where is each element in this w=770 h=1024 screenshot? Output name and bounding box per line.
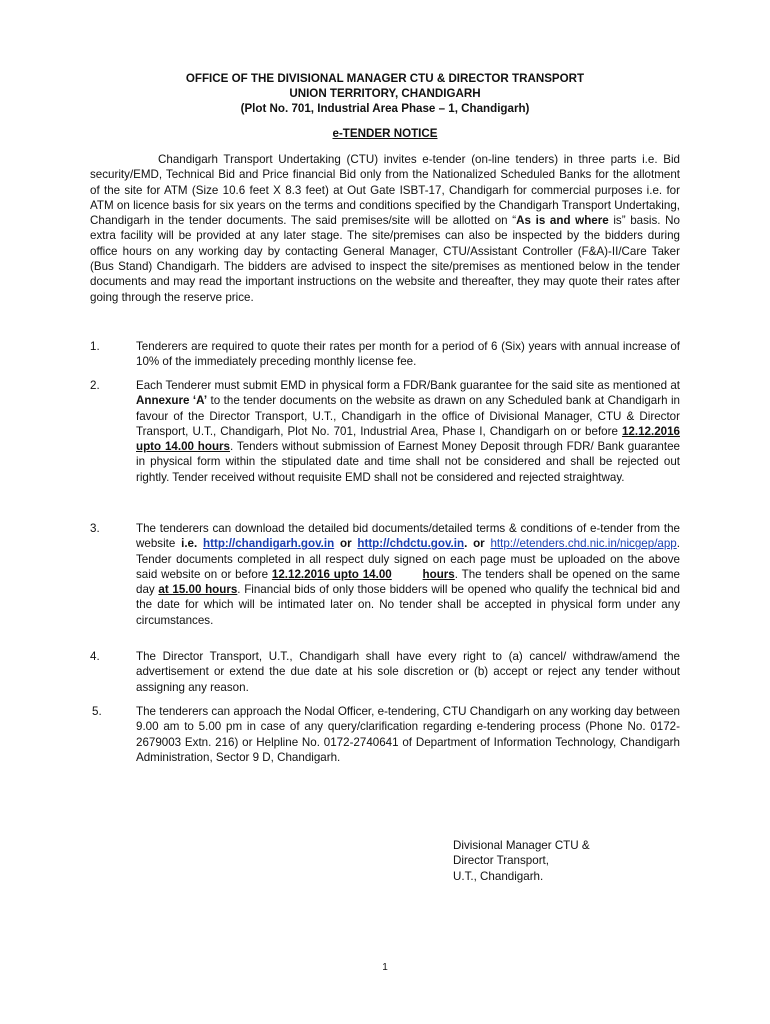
clause-number: 4. bbox=[90, 650, 100, 663]
page-number: 1 bbox=[382, 962, 388, 973]
intro-paragraph bbox=[90, 152, 680, 305]
emd-deadline: 12.12.2016 upto 14.00 hours bbox=[136, 424, 680, 454]
office-heading: OFFICE OF THE DIVISIONAL MANAGER CTU & DIRECTOR TRANSPORT bbox=[185, 72, 585, 85]
opening-time: at 15.00 hours bbox=[158, 583, 238, 597]
intro-text-1: Chandigarh Transport Undertaking (CTU) invites e-tender (on-line tenders) in three parts i.e. Bid security/EMD, Technical Bid and Price financial Bid only from the Nationalized Scheduled Banks for the allotment of the site for ATM (Size 10.6 feet X 8.3 feet) at Out Gate ISBT-17, Chandigarh for commercial purposes i.e. for ATM on licence basis for six years on the terms and conditions specified by the Chandigarh Transport Undertaking, Chandigarh in the tender documents. The said premises/site will be allotted on “ bbox=[90, 153, 680, 228]
clause-text bbox=[136, 378, 680, 485]
clause-text: The Director Transport, U.T., Chandigarh shall have every right to (a) cancel/ withdraw/amend the advertisement or extend the due date at his sole discretion or (b) accept or reject any tender without assigning any reason. bbox=[136, 650, 680, 694]
clause-number: 2. bbox=[90, 379, 100, 392]
etenders-link[interactable]: http://etenders.chd.nic.in/nicgep/app bbox=[490, 537, 677, 551]
clause-text-part: Each Tenderer must submit EMD in physical form a FDR/Bank guarantee for the said site as mentioned at bbox=[136, 379, 680, 392]
chdctu-gov-link[interactable]: http://chdctu.gov.in bbox=[357, 537, 465, 551]
clause-number: 1. bbox=[90, 340, 100, 353]
clause-text bbox=[136, 521, 680, 628]
clause-text: Tenderers are required to quote their rates per month for a period of 6 (Six) years with annual increase of 10% of the immediately preceding monthly license fee. bbox=[136, 340, 680, 369]
clause-text-part: The tenderers can download the detailed bid documents/detailed terms & conditions of e-tender from the website bbox=[136, 522, 680, 551]
clause-text-part: . Tender documents completed in all respect duly signed on each page must be uploaded on the above said website on or before bbox=[136, 537, 680, 581]
intro-bold-text: As is and where bbox=[516, 214, 609, 228]
or-label: or bbox=[339, 537, 352, 551]
intro-text-2: is” basis. No extra facility will be provided at any later stage. The site/premises can also be inspected by the bidders during office hours on any working day by contacting General Manager, CTU/Assistant Controller (F&A)-II/Care Taker (Bus Stand) Chandigarh. The bidders are advised to inspect the site/premises as mentioned below in the tender documents and may read the important instructions on the website and thereafter, they may quote their rates after going through the reserve price. bbox=[90, 214, 680, 304]
territory-heading: UNION TERRITORY, CHANDIGARH bbox=[289, 87, 481, 100]
chandigarh-gov-link[interactable]: http://chandigarh.gov.in bbox=[203, 537, 335, 551]
clause-number: 3. bbox=[90, 522, 100, 535]
ie-label: i.e. bbox=[181, 537, 198, 551]
period: . bbox=[464, 537, 468, 551]
gap bbox=[392, 568, 423, 581]
signature-line-3: U.T., Chandigarh. bbox=[453, 869, 544, 883]
clause-number: 5. bbox=[92, 705, 102, 718]
clause-2 bbox=[90, 378, 680, 485]
clause-3 bbox=[90, 521, 680, 628]
address-heading: (Plot No. 701, Industrial Area Phase – 1, Chandigarh) bbox=[240, 102, 530, 115]
clause-5 bbox=[90, 704, 680, 765]
annexure-reference: Annexure ‘A’ bbox=[136, 394, 208, 408]
hours-label: hours bbox=[422, 567, 455, 581]
signature-line-1: Divisional Manager CTU & bbox=[453, 839, 590, 852]
clause-1 bbox=[90, 339, 680, 370]
clause-text-part: . Financial bids of only those bidders will be opened who qualify the technical bid and the date for which will be intimated later on. No tender shall be accepted in physical form under any circumstances. bbox=[136, 583, 680, 627]
clause-text: The tenderers can approach the Nodal Officer, e-tendering, CTU Chandigarh on any working day between 9.00 am to 5.00 pm in case of any query/clarification regarding e-tendering process (Phone No. 0172-2679003 Extn. 216) or Helpline No. 0172-2740641 of Department of Information Technology, Chandigarh Administration, Sector 9 D, Chandigarh. bbox=[136, 705, 680, 764]
clause-text-part: . Tenders without submission of Earnest Money Deposit through FDR/ Bank guarantee in physical form within the stipulated date and time shall not be considered and shall be rejected out rightly. Tender received without requisite EMD shall not be considered and rejected straightway. bbox=[136, 440, 680, 484]
or-label: or bbox=[473, 537, 485, 551]
upload-deadline: 12.12.2016 upto 14.00 bbox=[271, 567, 392, 581]
notice-title: e-TENDER NOTICE bbox=[332, 127, 438, 140]
signature-line-2: Director Transport, bbox=[453, 854, 549, 868]
signature-block bbox=[453, 838, 693, 884]
clause-text-part: to the tender documents on the website as drawn on any Scheduled bank at Chandigarh in favour of the Director Transport, U.T., Chandigarh in the office of Divisional Manager, CTU & Director Transport, U.T., Chandigarh, Plot No. 701, Industrial Area, Phase I, Chandigarh on or before bbox=[136, 394, 680, 438]
clause-4 bbox=[90, 649, 680, 695]
clause-text-part: . The tenders shall be opened on the same day bbox=[136, 567, 680, 597]
